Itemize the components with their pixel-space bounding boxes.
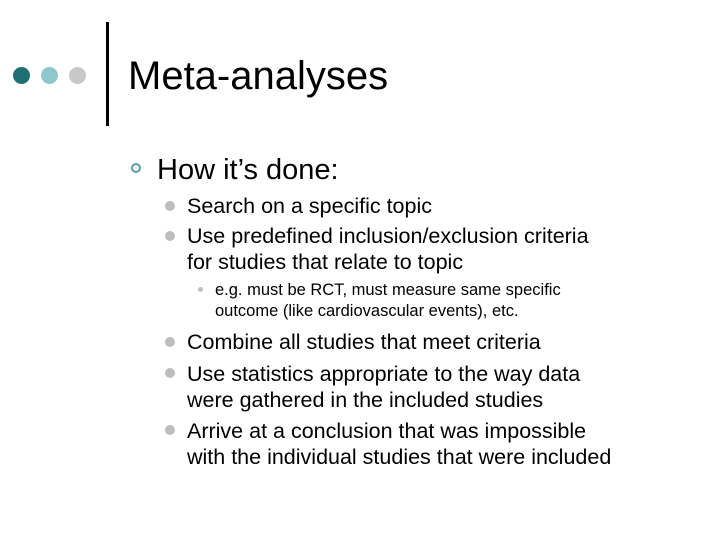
list-item-continuation: with the individual studies that were included xyxy=(187,445,612,469)
dot-dark-icon xyxy=(13,67,30,84)
sub-bullet-icon xyxy=(198,287,203,292)
dot-gray-icon xyxy=(69,67,86,84)
list-item-text: Use statistics appropriate to the way data xyxy=(187,362,581,386)
list-item-text: Search on a specific topic xyxy=(187,194,432,218)
title-divider xyxy=(106,22,109,126)
slide-title: Meta-analyses xyxy=(128,54,389,98)
decorative-dots xyxy=(13,67,93,85)
bullet-icon xyxy=(165,368,175,378)
section-heading: How it’s done: xyxy=(157,154,339,186)
sub-item-text: e.g. must be RCT, must measure same specific xyxy=(215,281,561,299)
bullet-icon xyxy=(165,337,175,347)
dot-light-icon xyxy=(41,67,58,84)
list-item-continuation: for studies that relate to topic xyxy=(187,250,464,274)
sub-item-continuation: outcome (like cardiovascular events), etc. xyxy=(215,302,519,320)
bullet-icon xyxy=(165,425,175,435)
bullet-icon xyxy=(165,231,175,241)
ring-bullet-icon xyxy=(131,163,141,173)
bullet-icon xyxy=(165,201,175,211)
list-item-text: Use predefined inclusion/exclusion criteria xyxy=(187,224,589,248)
list-item-continuation: were gathered in the included studies xyxy=(187,388,544,412)
list-item-text: Combine all studies that meet criteria xyxy=(187,330,541,354)
list-item-text: Arrive at a conclusion that was impossible xyxy=(187,419,587,443)
